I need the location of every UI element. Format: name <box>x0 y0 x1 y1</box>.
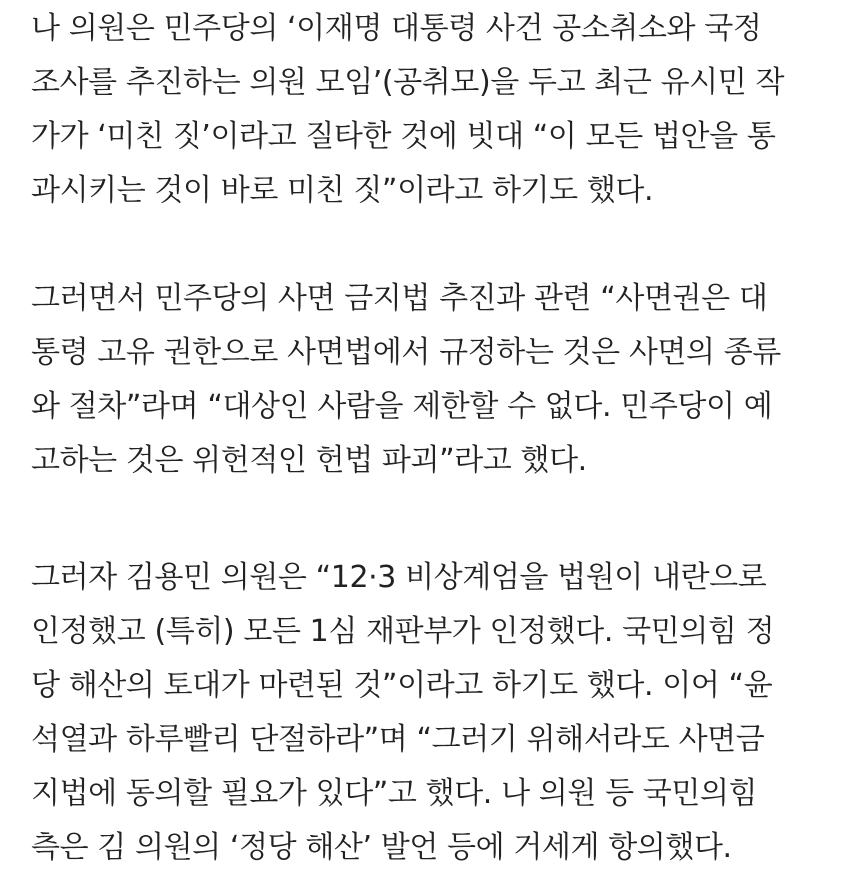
text-line: 통령 고유 권한으로 사면법에서 규정하는 것은 사면의 종류 <box>31 335 781 370</box>
paragraph-1 <box>31 2 784 218</box>
paragraph-2 <box>31 272 781 488</box>
paragraph-3 <box>31 551 774 875</box>
text-line: 측은 김 의원의 ‘정당 해산’ 발언 등에 거세게 항의했다. <box>31 830 732 865</box>
text-line: 과시키는 것이 바로 미친 짓”이라고 하기도 했다. <box>31 173 654 208</box>
text-line: 그러면서 민주당의 사면 금지법 추진과 관련 “사면권은 대 <box>31 281 768 316</box>
text-line: 석열과 하루빨리 단절하라”며 “그러기 위해서라도 사면금 <box>31 722 765 757</box>
text-line: 와 절차”라며 “대상인 사람을 제한할 수 없다. 민주당이 예 <box>31 389 773 424</box>
text-line: 가가 ‘미친 짓’이라고 질타한 것에 빗대 “이 모든 법안을 통 <box>31 119 776 154</box>
text-line: 그러자 김용민 의원은 “12·3 비상계엄을 법원이 내란으로 <box>31 560 767 595</box>
text-line: 나 의원은 민주당의 ‘이재명 대통령 사건 공소취소와 국정 <box>31 11 762 46</box>
text-line: 당 해산의 토대가 마련된 것”이라고 하기도 했다. 이어 “윤 <box>31 668 773 703</box>
text-line: 조사를 추진하는 의원 모임’(공취모)을 두고 최근 유시민 작 <box>31 65 785 100</box>
text-line: 고하는 것은 위헌적인 헌법 파괴”라고 했다. <box>31 443 587 478</box>
text-line: 지법에 동의할 필요가 있다”고 했다. 나 의원 등 국민의힘 <box>31 776 758 811</box>
text-line: 인정했고 (특히) 모든 1심 재판부가 인정했다. 국민의힘 정 <box>31 614 775 649</box>
